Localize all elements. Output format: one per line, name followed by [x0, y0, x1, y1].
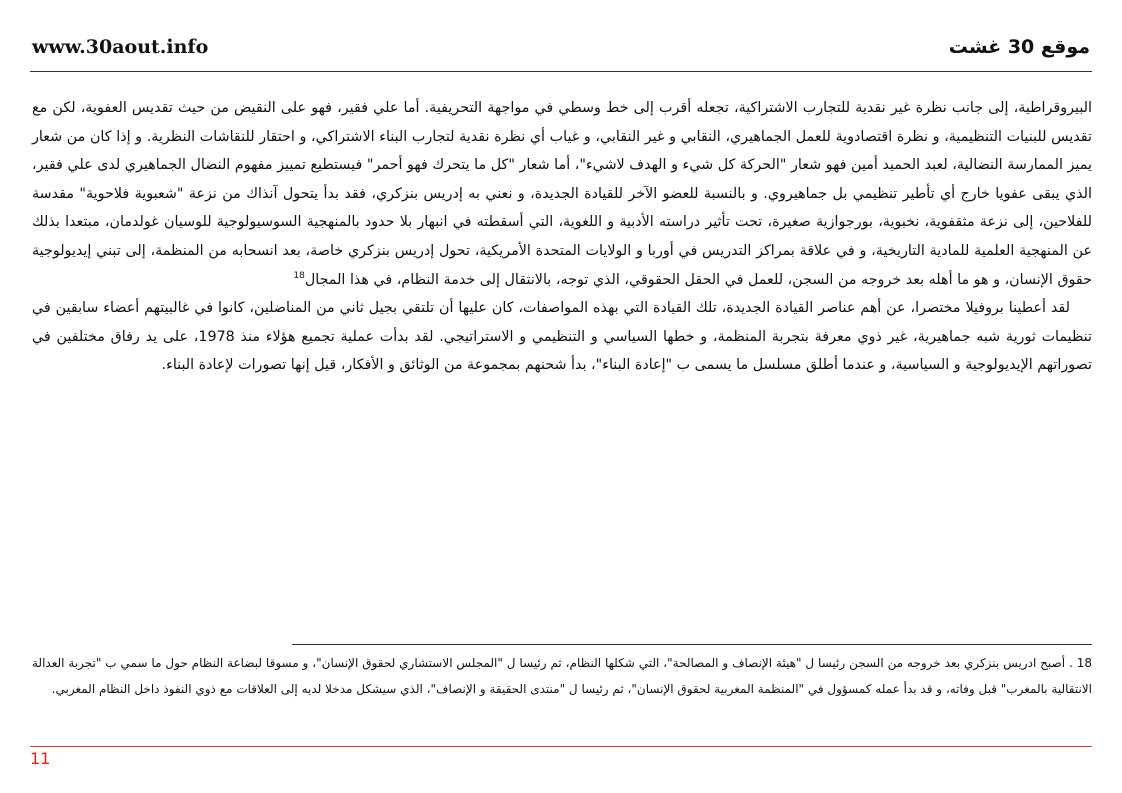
- paragraph-1: [32, 94, 1092, 294]
- page-header: [30, 34, 1092, 64]
- footnote-text: أصبح ادريس بنزكري بعد خروجه من السجن رئيسا ل "هيئة الإنصاف و المصالحة"، التي شكلها النظام، ثم رئيسا ل "المجلس الاستشاري لحقوق الإنسان"، و مسوقا لبضاعة النظام حول ما سمي ب "تجربة العدالة الانتقالية بالمغرب" قبل وفاته، و قد بدأ عمله كمسؤول في "المنظمة المغربية لحقوق الإنسان"، ثم رئيسا ل "منتدى الحقيقة و الإنصاف"، الذي سيشكل مدخلا لديه إلى العلاقات مع ذوي النفوذ داخل النظام المغربي.: [32, 656, 1092, 696]
- paragraph-2: لقد أعطينا بروفيلا مختصرا، عن أهم عناصر القيادة الجديدة، تلك القيادة التي بهذه المواصفات، كان عليها أن تلتقي بجيل ثاني من المناضلين، كانوا في غالبيتهم أعضاء سابقين في تنظيمات ثورية شبه جماهيرية، غير ذوي معرفة بتجربة المنظمة، و خطها السياسي و التنظيمي و الاستراتيجي. لقد بدأت عملية تجميع هؤلاء منذ 1978، على يد رفاق مختلفين في تصوراتهم الإيديولوجية و السياسية، و عندما أطلق مسلسل ما يسمى ب "إعادة البناء"، بدأ شحنهم بمجموعة من الوثائق و الأفكار، قيل إنها تصورات لإعادة البناء.: [32, 300, 1092, 374]
- footnote-paragraph: 18 . أصبح ادريس بنزكري بعد خروجه من السجن رئيسا ل "هيئة الإنصاف و المصالحة"، التي شكلها النظام، ثم رئيسا ل "المجلس الاستشاري لحقوق الإنسان"، و مسوقا لبضاعة النظام حول ما سمي ب "تجربة العدالة الانتقالية بالمغرب" قبل وفاته، و قد بدأ عمله كمسؤول في "المنظمة المغربية لحقوق الإنسان"، ثم رئيسا ل "منتدى الحقيقة و الإنصاف"، الذي سيشكل مدخلا لديه إلى العلاقات مع ذوي النفوذ داخل النظام المغربي.: [32, 656, 1092, 696]
- site-title: موقع 30 غشت: [948, 36, 1090, 58]
- footnote-reference[interactable]: 18: [293, 270, 305, 281]
- site-url: www.30aout.info: [32, 36, 209, 58]
- page-number: 11: [30, 749, 51, 768]
- footnote: [32, 650, 1092, 702]
- footnote-number: 18: [1076, 656, 1092, 670]
- paragraph-1-text: البيروقراطية، إلى جانب نظرة غير نقدية للتجارب الاشتراكية، تجعله أقرب إلى خط وسطي في مواجهة التحريفية. أما علي فقير، فهو على النقيض من حيث تقديس العفوية، لكن مع تقديس للبنيات التنظيمية، و نظرة اقتصادوية للعمل الجماهيري، النقابي و غير النقابي، و غياب أي نظرة نقدية لتجارب البناء الاشتراكي، و احتقار للنقاشات النظرية. و إذا كان من شعار يميز الممارسة النضالية، لعبد الحميد أمين فهو شعار "الحركة كل شيء و الهدف لاشيء"، أما شعار "كل ما يتحرك فهو أحمر" فيستطيع تمييز مفهوم النضال الجماهيري لدى علي فقير، الذي يبقى عفويا خارج أي تأطير تنظيمي بل جماهيروي. و بالنسبة للعضو الآخر للقيادة الجديدة، و نعني به إدريس بنزكري، فقد بدأ يتحول آنذاك من نزعة "شعبوية فلاحوية" مقدسة للفلاحين، إلى نزعة مثقفوية، نخبوية، بورجوازية صغيرة، تحت تأثير دراسته الأدبية و اللغوية، التي أسقطته في انبهار بلا حدود بالمنهجية السوسيولوجية للوسيان غولدمان، مبتعدا بذلك عن المنهجية العلمية للمادية التاريخية، و في علاقة بمراكز التدريس في أوربا و الولايات المتحدة الأمريكية، تحول إدريس بنزكري خاصة، بعد انسحابه من المنظمة، إلى تبني إيديولوجية حقوق الإنسان، و هو ما أهله بعد خروجه من السجن، للعمل في الحقل الحقوقي، الذي توجه، بالانتقال إلى خدمة النظام، في هذا المجال: [32, 100, 1092, 288]
- footer-divider: [30, 746, 1092, 747]
- header-divider: [30, 71, 1092, 72]
- footnote-divider: [292, 644, 1092, 645]
- article-body: [32, 94, 1092, 380]
